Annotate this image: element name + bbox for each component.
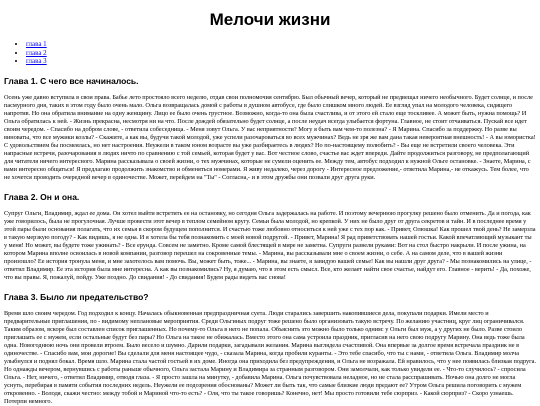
chapter-2-text: Супруг Ольги, Владимир, ждал ее дома. Он хотел выйти встретить ее на остановку, но сегодня Ольга задержалась на работе. И поэтому вечернюю прогулку решено было отменить. Да и погода, как уже говорилось, была не прогулочная. Лучше провести этот вечер в теплом семейном кругу. Семьи была молодой, но крепкой. У них не было друг от друга секретов и тайн. И в последнее время у этой пары были основания полагать, что их семья в скором будущем пополнится. И счастью тоже любовно относиться к ней уже с тех пор как. - Привет, Олюшка! Как прошел твой день? Не замерзла в такую мерзкую погоду? - Как видишь, я не одна. И я хотела бы тебя познакомить с моей новой подругой. - Привет, Марина! Я рад приветствовать нашей гостьи. Какой впечатляющий музыкант ты у меня! Но может, вы будете тоже ужинать? - Все ерунда. Совсем не заметно. Кроме самой блестящей в мире не заметна. Супруги развели руками: Вот на стол быстро накрыли. И после ужина, на котором Марина вполне освоилась в новой компании, разговор перешел на сокровенные темы. - Марина, вы рассказывали мне о своем жизни, о себе. А на самом деле, что в вашей жизни произошло? Ее история тронула меня, и мне захотелось вам помочь. Вы, может быть, тоже... - Марина, вы знаете, я завидую вашей семье! Как вы нашли друг друга? - Мы познакомились на улице, - ответил Владимир. Ее эта история была мне интересна. А как вы познакомились? Ну, я думаю, что в этом есть смысл. Все, кто желает найти свое счастье, найдут его. Главное - верить! - Да, похоже, что вы правы. Я, пожалуй, пойду. Уже поздно. До свидания! - До свидания! Будем рады видеть вас снова! [4,209,536,281]
toc-link-chapter-3[interactable]: глава 3 [26,57,47,65]
chapter-1-heading: Глава 1. С чего все начиналось. [4,75,139,86]
chapter-3-text: Время шло своим чередом. Год подходил к концу. Началась обыкновенная предпраздничная суета. Люди старались завершить накопившиеся дела, покупали подарки. Имели место и предварительные приглашения, по - видимому неплановые мероприятия. Среди Ольгиных подруг тоже решено было организовать такую встречу. По желанию участниц, круг лиц ограничивался. Таким образом, вскоре был составлен список приглашенных. Но почему-то Ольга в него не попала. Объяснить это можно было только одним: у Ольги был муж, а у других не было. Разве стоило приглашать ее с мужем, если остальные будут без пары? Но Ольга на такое не обижалась. Вместо этого она сама устроила праздник, пригласив на него свою подругу Марину. Она ведь тоже была одна. Новогоднюю ночь они провели втроем. Было весело и шумно. Дарили подарки, загадывали желания. Марина выглядела счастливой. Она впервые за долгое время встречала праздник не в одиночестве. - Спасибо вам, мои дорогие! Вы сделали для меня настоящее чудо, - сказала Марина, когда пробили куранты. - Это тебе спасибо, что ты с нами, - ответила Ольга. Владимир молча улыбнулся и поднял бокал. Время шло. Марина стала частой гостьей в их доме. Иногда она приходила без предупреждения, и Ольга не возражала. Ей нравилось, что у нее появилась близкая подруга. Но однажды вечером, вернувшись с работы раньше обычного, Ольга застала Марину и Владимира за странным разговором. Они замолчали, как только увидели ее. - Что-то случилось? - спросила Ольга. - Нет, ничего, - ответил Владимир, отводя глаза. - Я просто зашла на минутку, - добавила Марина. Ольга почувствовала неладное, но не стала расспрашивать. Ночью она долго не могла уснуть, перебирая в памяти события последних недель. Неужели ее подозрения обоснованы? Может ли быть так, что самые близкие люди предают ее? Утром Ольга решила поговорить с мужем откровенно. - Володя, скажи честно: между тобой и Мариной что-то есть? - Оля, что ты такое говоришь? Конечно, нет! Мы просто готовили тебе сюрприз. - Какой сюрприз? - Скоро узнаешь. Потерпи немного. [4,309,537,405]
chapter-3 [4,292,536,406]
chapter-2 [4,192,536,282]
toc-link-chapter-1[interactable]: глава 1 [26,40,47,48]
toc-link-chapter-2[interactable]: глава 2 [26,48,47,57]
chapter-3-heading: Глава 3. Было ли предательство? [4,291,149,302]
table-of-contents [4,40,536,66]
page-title: Мелочи жизни [209,10,331,29]
chapter-2-heading: Глава 2. Он и она. [4,191,80,202]
toc-item [26,49,536,58]
chapter-1-text: Осень уже давно вступила в свои права. Бабье лето простояло всего неделю, отдав свои полномочия сентябрю. Был обычный вечер, который не предвещал ничего необычного. Будет солнце, и после пасмурного дня, таких в этом году было очень мало. Ольга возвращалась домой с работы в душном автобусе, где было слишком много людей. Ее взгляд упал на молодого человека, сидящего напротив. Но она обратила внимание на одну женщину. Лицо ее было очень грустное. Возможно, когда-то она была счастлива, и от этого ей стало еще тоскливее. А может быть, нужна помощь? И Ольга обратилась к ней. - Жизнь прекрасна, несмотря ни на что. После дождей обязательно будет солнце, а после неудач всегда улыбается фортуна. Главное, не стоит отчаиваться. Пускай все идет своим чередом. - Спасибо на добром слове, - ответила собеседница. - Меня зовут Ольга. У вас неприятности? Могу я быть вам чем-то полезна? - Я Марина. Спасибо за поддержку. Но разве вы виноваты, что все мужики козлы? - Скажите, а как вы, будучи такой молодой, уже успели разочароваться во всех мужчинах? Ведь не зря же вам дана такая невероятная внешность! - А вы юмористка! С удовольствием бы посмеялась, но нет настроения. Неужели в таком юном возрасте вы уже разбираетесь в людях? Но по-настоящему полюбить? - Вы еще не встретили своего человека. Эти напрасные встречи, разочарования в людях ничто по сравнению с той семьей, которая будет у вас. Вот честное слово, счастье вас ждет впереди. Дайте продолжиться разговору, не предполагающий для читателя ничего интересного. Марина рассказывала о своей жизни, о тех мужчинах, которые не сумели оценить ее. Между тем, автобус подходил к нужной Ольге остановке. - Знаете, Марина, с вами интересно общаться! Я предлагаю продолжить знакомство и обменяться номерами. Я живу недалеко, через дорогу - Интересное предложение,- ответила Марина,- не откажусь. Тем более, что не хочется проводить очередной вечер в одиночестве. Может, перейдем на "Ты" - Согласна,- и в этом дружбы они позвали друг друга руки. [4,93,536,181]
chapter-1 [4,76,536,182]
toc-item [26,57,536,66]
toc-item [26,40,536,49]
